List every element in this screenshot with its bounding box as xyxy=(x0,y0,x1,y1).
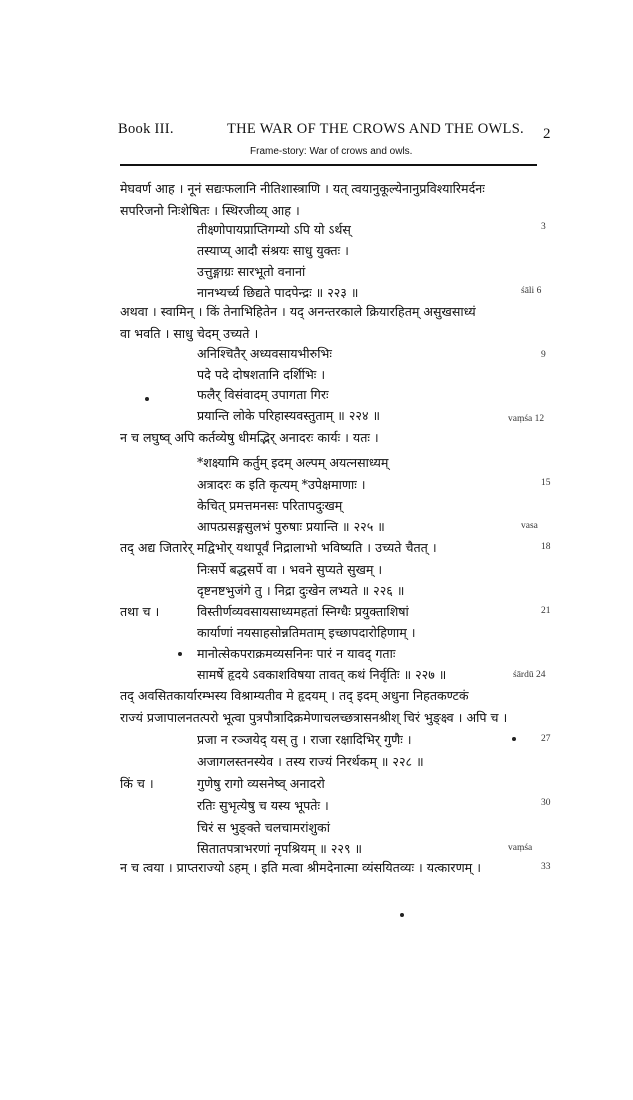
lead-tatha-ca: तथा च । xyxy=(120,604,160,619)
margin-number: 18 xyxy=(541,542,551,552)
text-line: सपरिजनो निःशेषितः । स्थिरजीव्य् आह । xyxy=(120,203,300,218)
verse-line: तस्याप्य् आदौ संश्रयः साधु युक्तः । xyxy=(197,243,349,258)
verse-line: प्रजा न रञ्जयेद् यस् तु । राजा रक्षादिभिर् गुणैः । xyxy=(197,732,412,747)
verse-line: प्रयान्ति लोके परिहास्यवस्तुताम् ॥ २२४ ॥ xyxy=(197,408,381,423)
text-line: न च त्वया । प्राप्तराज्यो ऽहम् । इति मत्वा श्रीमदेनात्मा व्यंसयितव्यः । यत्कारणम् । xyxy=(120,860,481,875)
page-number: 2 xyxy=(543,126,551,142)
ink-speck xyxy=(512,737,516,741)
text-line: राज्यं प्रजापालनतत्परो भूत्वा पुत्रपौत्रादिक्रमेणाचलच्छत्रासनश्रीश् चिरं भुङ्क्ष्व । अपि च । xyxy=(120,710,508,725)
margin-number: 21 xyxy=(541,606,551,616)
margin-number: śārdū 24 xyxy=(513,670,546,680)
text-line: तद् अवसितकार्यारम्भस्य विश्राम्यतीव मे हृदयम् । तद् इदम् अधुना निहतकण्टकं xyxy=(120,688,469,703)
verse-line: केचित् प्रमत्तमनसः परितापदुःखम् xyxy=(197,498,343,513)
verse-line: *शक्ष्यामि कर्तुम् इदम् अल्पम् अयत्नसाध्यम् xyxy=(197,455,389,470)
verse-line: उत्तुङ्गाग्रः सारभूतो वनानां xyxy=(197,264,306,279)
verse-line: कार्याणां नयसाहसोन्नतिमताम् इच्छापदारोहिणाम् । xyxy=(197,625,416,640)
text-line: न च लघुष्व् अपि कर्तव्येषु धीमद्भिर् अनादरः कार्यः । यतः । xyxy=(120,430,379,445)
header-rule xyxy=(120,164,537,166)
verse-line: गुणेषु रागो व्यसनेष्व् अनादरो xyxy=(197,776,325,791)
verse-line: आपत्प्रसङ्गसुलभं पुरुषाः प्रयान्ति ॥ २२५ ॥ xyxy=(197,519,385,534)
text-line: मेघवर्ण आह । नूनं सद्यःफलानि नीतिशास्त्राणि । यत् त्वयानुकूल्येनानुप्रविश्यारिमर्दनः xyxy=(120,181,485,196)
margin-number: 9 xyxy=(541,350,546,360)
margin-number: 27 xyxy=(541,734,551,744)
verse-line: विस्तीर्णव्यवसायसाध्यमहतां स्निग्धैः प्रयुक्ताशिषां xyxy=(197,604,409,619)
ink-speck xyxy=(145,397,149,401)
book-label: Book III. xyxy=(118,121,174,137)
verse-line: सितातपत्राभरणां नृपश्रियम् ॥ २२९ ॥ xyxy=(197,841,363,856)
text-line: वा भवति । साधु चेदम् उच्यते । xyxy=(120,326,259,341)
margin-number: vaṃśa 12 xyxy=(508,414,545,424)
margin-meter: vasa xyxy=(521,521,538,531)
margin-number: 3 xyxy=(541,222,546,232)
margin-meter: vaṃśa xyxy=(508,843,533,853)
text-line: अथवा । स्वामिन् । किं तेनाभिहितेन । यद् अनन्तरकाले क्रियारहितम् असुखसाध्यं xyxy=(120,304,476,319)
verse-line: निःसर्पे बद्धसर्पे वा । भवने सुप्यते सुखम् । xyxy=(197,562,383,577)
verse-line: रतिः सुभृत्येषु च यस्य भूपतेः । xyxy=(197,798,329,813)
verse-line: मानोत्सेकपराक्रमव्यसनिनः पारं न यावद् गताः xyxy=(197,646,396,661)
text-line: तद् अद्य जितारेर् मद्विभोर् यथापूर्वं निद्रालाभो भविष्यति । उच्यते चैतत् । xyxy=(120,540,437,555)
subheading: Frame-story: War of crows and owls. xyxy=(250,146,413,157)
verse-line: अत्रादरः क इति कृत्यम् *उपेक्षमाणाः । xyxy=(197,477,366,492)
margin-number: 30 xyxy=(541,798,551,808)
verse-line: अजागलस्तनस्येव । तस्य राज्यं निरर्थकम् ॥ २२८ ॥ xyxy=(197,754,424,769)
verse-line: अनिश्चितैर् अध्यवसायभीरुभिः xyxy=(197,346,332,361)
verse-line: तीक्ष्णोपायप्राप्तिगम्यो ऽपि यो ऽर्थस् xyxy=(197,222,351,237)
verse-line: फलैर् विसंवादम् उपागता गिरः xyxy=(197,387,329,402)
ink-speck xyxy=(178,652,182,656)
verse-line: सामर्षे हृदये ऽवकाशविषया तावत् कथं निर्वृतिः ॥ २२७ ॥ xyxy=(197,667,447,682)
margin-number: śāli 6 xyxy=(521,286,542,296)
verse-line: चिरं स भुङ्क्ते चलचामरांशुकां xyxy=(197,820,330,835)
verse-line: दृष्टनष्टभुजंगे तु । निद्रा दुःखेन लभ्यते ॥ २२६ ॥ xyxy=(197,583,405,598)
verse-line: पदे पदे दोषशतानि दर्शिभिः । xyxy=(197,367,326,382)
verse-line: नानभ्यर्च्य छिद्यते पादपेन्द्रः ॥ २२३ ॥ xyxy=(197,285,359,300)
book-title: THE WAR OF THE CROWS AND THE OWLS. xyxy=(227,121,524,137)
ink-speck xyxy=(400,913,404,917)
lead-kim-ca: किं च । xyxy=(120,776,154,791)
margin-number: 33 xyxy=(541,862,551,872)
margin-number: 15 xyxy=(541,478,551,488)
